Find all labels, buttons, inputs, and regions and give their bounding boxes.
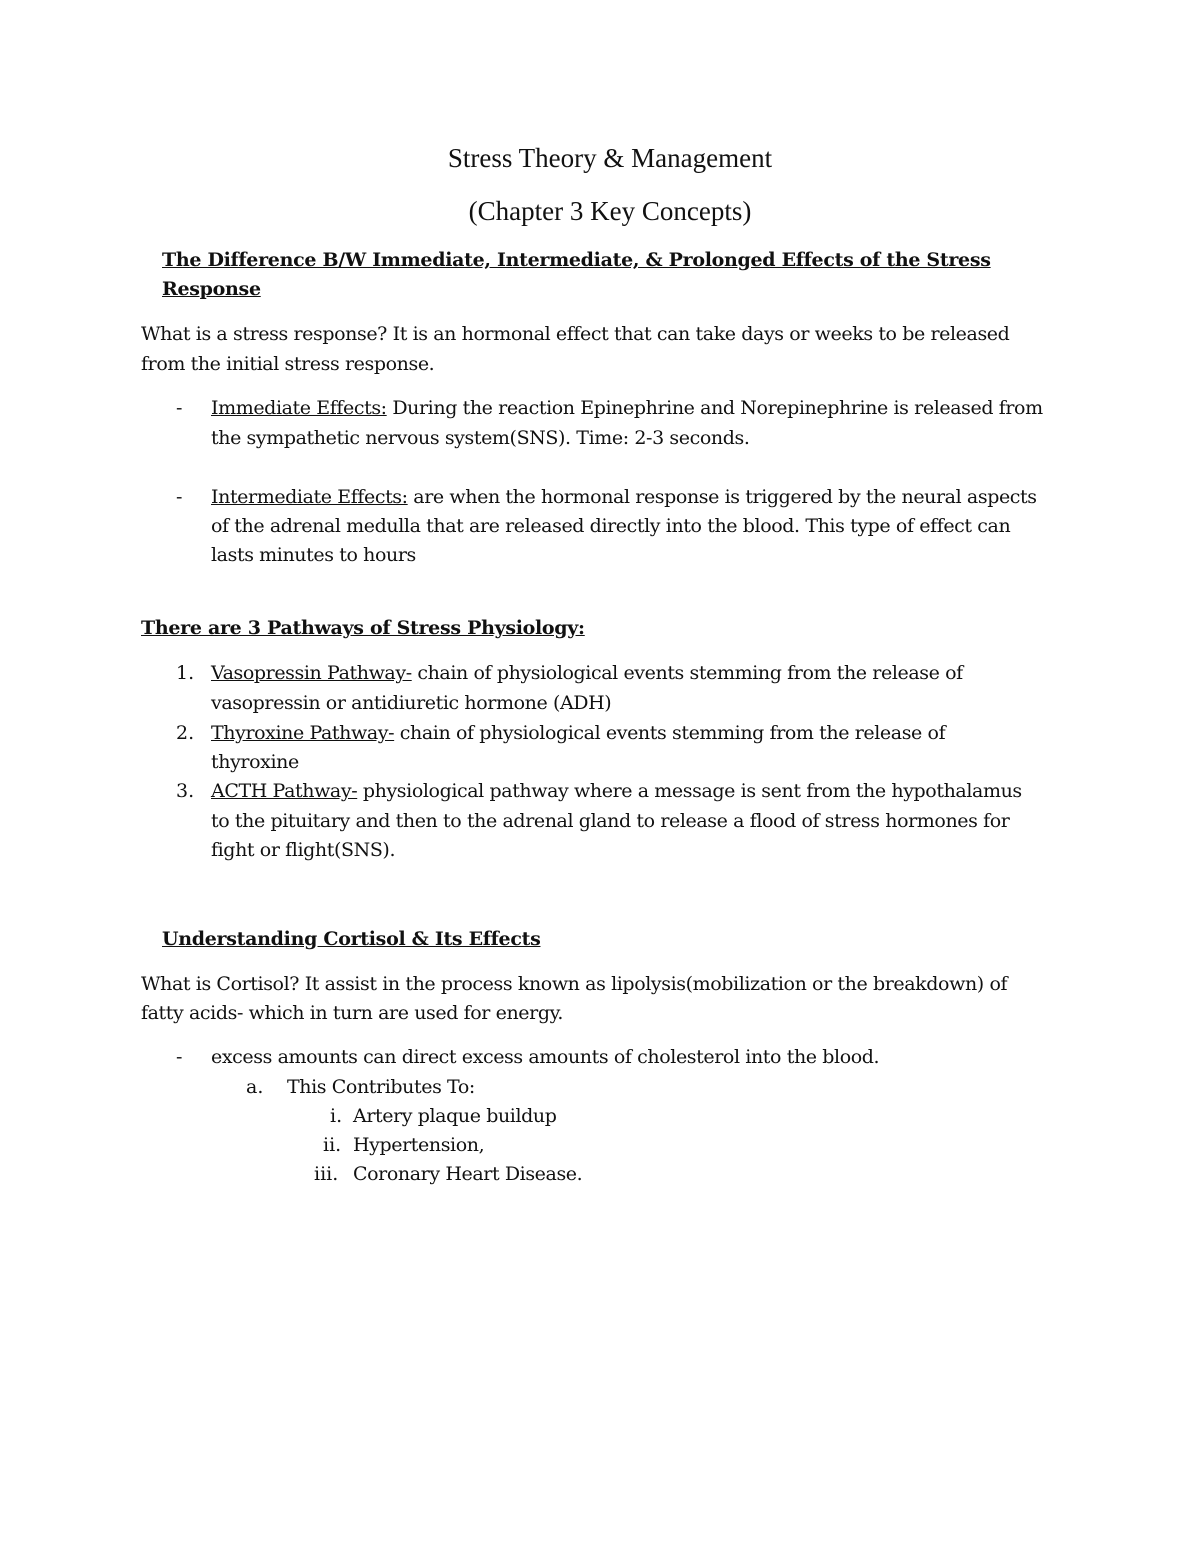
pathway-text-continued: fight or flight(SNS). xyxy=(211,839,396,861)
subsub-list-marker: ii. xyxy=(323,1134,342,1156)
pathway-text-continued: vasopressin or antidiuretic hormone (ADH) xyxy=(211,692,612,714)
bullet-text: During the reaction Epinephrine and Norepinephrine is released from xyxy=(386,397,1043,419)
section3-intro-line1: What is Cortisol? It assist in the process known as lipolysis(mobilization or the breakdown) of xyxy=(141,973,1008,995)
bullet-marker: - xyxy=(176,486,183,508)
subsub-list-item: Hypertension, xyxy=(353,1134,485,1156)
subsub-list-marker: iii. xyxy=(314,1163,339,1185)
list-number: 1. xyxy=(176,662,195,684)
list-item xyxy=(211,718,945,748)
pathway-term: ACTH Pathway- xyxy=(211,780,358,802)
pathway-text-continued: to the pituitary and then to the adrenal gland to release a flood of stress hormones for xyxy=(211,810,1010,832)
bullet-term: Intermediate Effects: xyxy=(211,486,408,508)
pathway-text-continued: thyroxine xyxy=(211,751,299,773)
list-item xyxy=(211,776,1022,806)
list-number: 3. xyxy=(176,780,195,802)
bullet-term: Immediate Effects: xyxy=(211,397,387,419)
subsub-list-item: Coronary Heart Disease. xyxy=(353,1163,583,1185)
list-item xyxy=(211,658,963,688)
list-item xyxy=(211,393,1043,423)
bullet-marker: - xyxy=(176,1046,183,1068)
pathway-term: Thyroxine Pathway- xyxy=(211,722,395,744)
pathway-term: Vasopressin Pathway- xyxy=(211,662,412,684)
list-number: 2. xyxy=(176,722,195,744)
section3-heading: Understanding Cortisol & Its Effects xyxy=(162,928,541,950)
subsub-list-item: Artery plaque buildup xyxy=(353,1105,557,1127)
document-subtitle: (Chapter 3 Key Concepts) xyxy=(468,196,752,226)
bullet-text-continued: lasts minutes to hours xyxy=(211,544,416,566)
section1-intro-line2: from the initial stress response. xyxy=(141,353,435,375)
pathway-text: chain of physiological events stemming from the release of xyxy=(411,662,963,684)
section3-intro-line2: fatty acids- which in turn are used for energy. xyxy=(141,1002,564,1024)
sub-list-marker: a. xyxy=(246,1076,264,1098)
bullet-text-continued: of the adrenal medulla that are released directly into the blood. This type of effect can xyxy=(211,515,1011,537)
pathway-text: chain of physiological events stemming from the release of xyxy=(394,722,946,744)
list-item: excess amounts can direct excess amounts of cholesterol into the blood. xyxy=(211,1046,880,1068)
bullet-text: are when the hormonal response is triggered by the neural aspects xyxy=(407,486,1037,508)
bullet-marker: - xyxy=(176,397,183,419)
sub-list-item: This Contributes To: xyxy=(287,1076,475,1098)
subsub-list-marker: i. xyxy=(330,1105,343,1127)
section2-heading: There are 3 Pathways of Stress Physiology: xyxy=(141,617,585,639)
section1-intro-line1: What is a stress response? It is an hormonal effect that can take days or weeks to be released xyxy=(141,323,1010,345)
bullet-text-continued: the sympathetic nervous system(SNS). Time: 2-3 seconds. xyxy=(211,427,750,449)
pathway-text: physiological pathway where a message is sent from the hypothalamus xyxy=(357,780,1022,802)
section1-heading-line1: The Difference B/W Immediate, Intermediate, & Prolonged Effects of the Stress xyxy=(162,249,991,271)
document-title: Stress Theory & Management xyxy=(447,143,773,173)
section1-heading-line2: Response xyxy=(162,278,261,300)
list-item xyxy=(211,482,1037,512)
